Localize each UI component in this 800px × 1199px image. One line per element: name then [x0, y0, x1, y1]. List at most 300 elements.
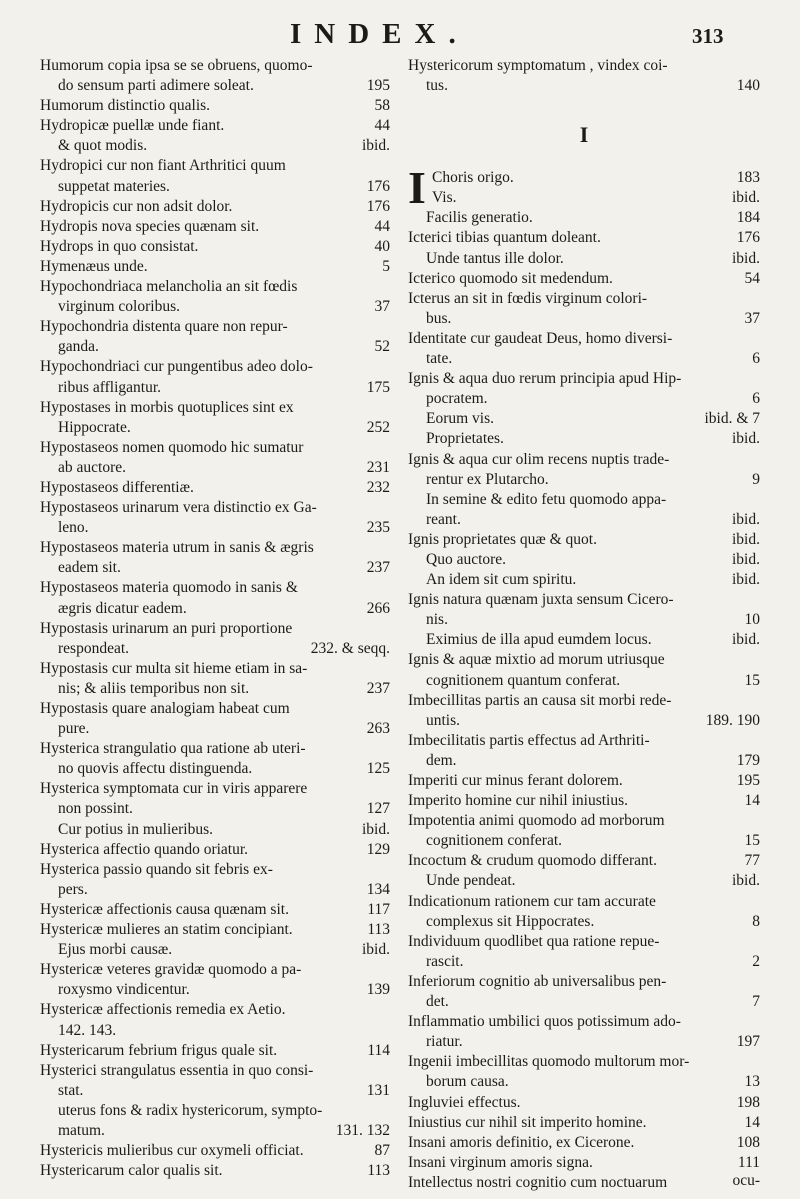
entry-text: Quo auctore. [426, 550, 507, 568]
entry-text: Humorum copia ipsa se se obruens, quomo- [40, 57, 313, 74]
entry-text: respondeat. [58, 639, 130, 657]
entry-page-ref: 58 [374, 97, 390, 115]
index-entry [40, 76, 390, 96]
index-entry [40, 337, 390, 357]
section-letter: I [579, 122, 589, 148]
entry-page-ref: 183 [736, 169, 760, 187]
index-entry [408, 892, 760, 912]
entry-text: Vis. [432, 189, 457, 207]
index-entry [40, 1161, 390, 1181]
index-entry [408, 590, 760, 610]
entry-page-ref: 263 [366, 720, 390, 738]
entry-page-ref: 198 [736, 1093, 760, 1111]
entry-page-ref: 176 [366, 197, 390, 215]
entry-page-ref: 117 [367, 900, 390, 918]
index-entry [408, 711, 760, 731]
index-entry [408, 1012, 760, 1032]
index-entry [408, 1133, 760, 1153]
drop-cap: I [408, 162, 426, 214]
entry-text: rentur ex Plutarcho. [426, 470, 549, 488]
entry-text: Impotentia animi quomodo ad morborum [408, 812, 665, 830]
entry-text: virginum coloribus. [58, 298, 180, 316]
entry-text: Insani virginum amoris signa. [408, 1153, 593, 1171]
entry-text: rascit. [426, 952, 464, 970]
entry-page-ref: 14 [744, 792, 760, 810]
index-entry [40, 538, 390, 558]
entry-text: Hystericæ mulieres an statim concipiant. [40, 921, 293, 939]
entry-page-ref: 197 [736, 1033, 760, 1051]
index-entry [40, 56, 390, 76]
entry-text: Ingenii imbecillitas quomodo multorum mor- [408, 1053, 690, 1071]
entry-text: Hysterici strangulatus essentia in quo consi- [40, 1061, 314, 1079]
index-entry [408, 429, 760, 449]
first-entry-i [408, 162, 760, 214]
entry-page-ref: 2 [752, 952, 760, 970]
index-entry [40, 357, 390, 377]
index-entry [40, 96, 390, 116]
entry-page-ref: 87 [374, 1142, 390, 1160]
entry-text: eadem sit. [58, 559, 121, 577]
entry-page-ref: 237 [366, 679, 390, 697]
entry-text: Hydrops in quo consistat. [40, 237, 199, 255]
entry-page-ref: 252 [366, 418, 390, 436]
index-entry [408, 289, 760, 309]
index-entry [408, 871, 760, 891]
entry-text: Hydropis nova species quænam sit. [40, 217, 260, 235]
entry-page-ref: ibid. & 7 [704, 410, 760, 428]
entry-text: Hysterica passio quando sit febris ex- [40, 860, 273, 878]
index-entry [40, 679, 390, 699]
page-title: INDEX. [290, 18, 469, 50]
entry-text: Hypostaseos urinarum vera distinctio ex Ga- [40, 499, 317, 517]
entry-text: Ignis proprietates quæ & quot. [408, 530, 597, 548]
index-entries-i [408, 208, 760, 1193]
index-entry [40, 257, 390, 277]
entry-page-ref: 44 [374, 117, 390, 135]
entry-text: ribus affligantur. [58, 378, 162, 396]
entry-page-ref: 10 [744, 611, 760, 629]
entry-page-ref: 237 [366, 559, 390, 577]
entry-page-ref: 52 [374, 338, 390, 356]
index-entry [40, 880, 390, 900]
index-entry [408, 1093, 760, 1113]
page-header [0, 18, 800, 54]
index-entry [408, 1153, 760, 1173]
entry-page-ref: 195 [366, 77, 390, 95]
entry-text: Insani amoris definitio, ex Cicerone. [408, 1133, 635, 1151]
entry-text: Hysterica symptomata cur in viris apparere [40, 780, 308, 798]
index-column-right [408, 56, 760, 1193]
index-entry [40, 1041, 390, 1061]
entry-page-ref: ibid. [732, 631, 760, 649]
index-entry [40, 1061, 390, 1081]
entry-page-ref: 232. & seqq. [310, 639, 390, 657]
entry-text: Choris origo. [432, 169, 514, 187]
entry-page-ref: ibid. [732, 530, 760, 548]
index-column-left [40, 56, 390, 1181]
index-entry [408, 510, 760, 530]
entry-text: roxysmo vindicentur. [58, 981, 190, 999]
index-entry [40, 639, 390, 659]
entry-text: tate. [426, 350, 453, 368]
index-entry [40, 418, 390, 438]
entry-text: uterus fons & radix hystericorum, sympto- [58, 1101, 323, 1119]
entry-text: An idem sit cum spiritu. [426, 571, 577, 589]
index-entry [40, 378, 390, 398]
index-entry [408, 771, 760, 791]
index-entry [408, 349, 760, 369]
index-entry [40, 860, 390, 880]
entry-page-ref: 113 [367, 1162, 390, 1180]
entry-text: Incoctum & crudum quomodo differant. [408, 852, 657, 870]
entry-page-ref: 6 [752, 390, 760, 408]
entry-page-ref: 37 [744, 309, 760, 327]
index-entry [40, 599, 390, 619]
entry-text: Unde tantus ille dolor. [426, 249, 564, 267]
entry-page-ref: 111 [737, 1153, 760, 1171]
index-entry [40, 177, 390, 197]
entry-page-ref: 139 [366, 981, 390, 999]
index-entry [408, 1173, 760, 1193]
index-entry [408, 76, 760, 96]
index-entry [408, 691, 760, 711]
entry-text: Ingluviei effectus. [408, 1093, 521, 1111]
entry-text: Hystericarum febrium frigus quale sit. [40, 1041, 278, 1059]
entry-page-ref: ibid. [362, 137, 390, 155]
entry-text: Hypostaseos materia utrum in sanis & ægris [40, 539, 314, 557]
index-entry [40, 578, 390, 598]
entry-page-ref: 113 [367, 921, 390, 939]
entry-text: do sensum parti adimere soleat. [58, 77, 254, 95]
entry-page-ref: 13 [744, 1073, 760, 1091]
entry-text: Hystericarum calor qualis sit. [40, 1162, 223, 1180]
entry-text: Hypostasis urinarum an puri proportione [40, 619, 293, 637]
index-entries-h-continued [408, 56, 760, 96]
index-entry [40, 719, 390, 739]
index-entry [40, 1121, 390, 1141]
index-entry [408, 1032, 760, 1052]
entry-text: Inferiorum cognitio ab universalibus pen- [408, 972, 667, 990]
index-entry [408, 1052, 760, 1072]
entry-text: Ignis & aqua cur olim recens nuptis trade- [408, 450, 670, 468]
entry-text: matum. [58, 1121, 105, 1139]
entry-text: In semine & edito fetu quomodo appa- [426, 490, 667, 508]
index-entry [40, 277, 390, 297]
entry-text: Hypostaseos nomen quomodo hic sumatur [40, 438, 304, 456]
index-entry [408, 228, 760, 248]
entry-text: Hypostasis cur multa sit hieme etiam in sa- [40, 659, 308, 677]
entry-page-ref: ibid. [732, 430, 760, 448]
index-entry [40, 980, 390, 1000]
index-entry [40, 398, 390, 418]
entry-page-ref: 231 [366, 458, 390, 476]
entry-page-ref: ibid. [732, 872, 760, 890]
entry-text: Imperiti cur minus ferant dolorem. [408, 772, 623, 789]
entry-page-ref: 134 [366, 880, 390, 898]
page-number: 313 [692, 24, 724, 48]
index-entry [40, 820, 390, 840]
entry-page-ref: 114 [367, 1041, 390, 1059]
entry-text: complexus sit Hippocrates. [426, 912, 595, 930]
index-entry [40, 960, 390, 980]
index-entry [40, 739, 390, 759]
entry-page-ref: 108 [736, 1133, 760, 1151]
entry-text: Hypostasis quare analogiam habeat cum [40, 700, 290, 717]
index-entry [408, 1113, 760, 1133]
index-entry [408, 932, 760, 952]
index-entry [40, 116, 390, 136]
entry-text: Ejus morbi causæ. [58, 941, 173, 959]
entry-page-ref: 15 [744, 832, 760, 850]
entry-text: Individuum quodlibet qua ratione repue- [408, 932, 660, 950]
index-entry [408, 450, 760, 470]
entry-text: Icterus an sit in fœdis virginum colori- [408, 289, 648, 307]
entry-text: ganda. [58, 338, 99, 356]
entry-page-ref: 131 [366, 1081, 390, 1099]
entry-page-ref: 6 [752, 350, 760, 368]
entry-text: Humorum distinctio qualis. [40, 97, 211, 115]
entry-text: tus. [426, 77, 448, 95]
index-entry [40, 317, 390, 337]
entry-page-ref: 184 [736, 209, 760, 227]
entry-text: Hippocrate. [58, 418, 131, 436]
index-entry [408, 249, 760, 269]
entry-page-ref: ibid. [362, 820, 390, 838]
entry-page-ref: 9 [752, 470, 760, 488]
entry-text: Ignis & aquæ mixtio ad morum utriusque [408, 651, 665, 669]
entry-page-ref: ibid. [732, 550, 760, 568]
entry-text: Iniustius cur nihil sit imperito homine. [408, 1113, 647, 1131]
index-entry [408, 389, 760, 409]
index-entry [408, 470, 760, 490]
index-entry [408, 650, 760, 670]
entry-page-ref: 125 [366, 760, 390, 778]
index-entry [408, 369, 760, 389]
entry-text: Hystericæ affectionis remedia ex Aetio. [40, 1001, 286, 1019]
entry-text: stat. [58, 1081, 84, 1099]
index-entry [408, 329, 760, 349]
entry-page-ref: 189. 190 [705, 711, 760, 729]
entry-text: pocratem. [426, 390, 488, 408]
entry-page-ref: 54 [744, 269, 760, 287]
index-entry [408, 269, 760, 289]
entry-text: Ignis & aqua duo rerum principia apud Hip- [408, 370, 682, 388]
index-entry [408, 671, 760, 691]
entry-page-ref: 232 [366, 478, 390, 496]
entry-page-ref: ibid. [362, 941, 390, 959]
entry-text: borum causa. [426, 1073, 509, 1091]
index-entry [408, 811, 760, 831]
entry-text: Eorum vis. [426, 410, 495, 428]
index-entry [408, 570, 760, 590]
entry-page-ref: 131. 132 [335, 1121, 390, 1139]
entry-page-ref: 8 [752, 912, 760, 930]
index-entry [408, 1072, 760, 1092]
index-entry [408, 56, 760, 76]
entry-text: Hypochondriaca melancholia an sit fœdis [40, 278, 298, 296]
index-entry [432, 188, 760, 208]
index-entry [40, 558, 390, 578]
catchword: ocu- [732, 1172, 760, 1189]
entry-text: cognitionem conferat. [426, 832, 563, 850]
entry-text: Imbecilitatis partis effectus ad Arthriti- [408, 731, 650, 749]
index-entry [40, 779, 390, 799]
index-entry [408, 409, 760, 429]
entry-text: Indicationum rationem cur tam accurate [408, 892, 656, 910]
entry-text: Identitate cur gaudeat Deus, homo diversi- [408, 329, 673, 347]
entry-page-ref: 235 [366, 519, 390, 537]
index-entry [40, 619, 390, 639]
entry-text: Hypostaseos differentiæ. [40, 478, 194, 496]
index-entry [408, 550, 760, 570]
entry-text: Imperito homine cur nihil iniustius. [408, 792, 628, 810]
index-entry [40, 518, 390, 538]
entry-text: Unde pendeat. [426, 872, 516, 890]
index-entry [40, 478, 390, 498]
index-entry [408, 992, 760, 1012]
entry-page-ref: 7 [752, 993, 760, 1011]
entry-text: nis. [426, 611, 448, 629]
index-entry [40, 799, 390, 819]
index-entry [408, 610, 760, 630]
entry-page-ref: 140 [736, 77, 760, 95]
entry-page-ref: 40 [374, 237, 390, 255]
entry-text: pure. [58, 720, 90, 738]
entry-text: untis. [426, 711, 461, 729]
entry-text: leno. [58, 519, 89, 537]
entry-text: Hydropici cur non fiant Arthritici quum [40, 157, 286, 175]
index-entry [408, 309, 760, 329]
entry-page-ref: 44 [374, 217, 390, 235]
entry-text: ab auctore. [58, 458, 126, 476]
index-entry [432, 168, 760, 188]
index-entry [40, 438, 390, 458]
entry-page-ref: 176 [736, 229, 760, 247]
index-entry [40, 1101, 390, 1121]
entry-page-ref: ibid. [732, 189, 760, 207]
entry-text: bus. [426, 309, 452, 327]
entry-text: reant. [426, 510, 461, 528]
index-entry [40, 136, 390, 156]
entry-text: non possint. [58, 800, 133, 818]
entry-text: Hydropicis cur non adsit dolor. [40, 197, 233, 215]
index-entry [40, 1000, 390, 1020]
index-entry [40, 1021, 390, 1041]
entry-text: Eximius de illa apud eumdem locus. [426, 631, 652, 649]
entry-text: Hystericorum symptomatum , vindex coi- [408, 57, 668, 74]
entry-text: Icterico quomodo sit medendum. [408, 269, 613, 287]
index-entry [40, 498, 390, 518]
entry-page-ref: ibid. [732, 571, 760, 589]
entry-page-ref: 195 [736, 772, 760, 789]
entry-text: pers. [58, 880, 88, 898]
index-entry [40, 237, 390, 257]
entry-text: Inflammatio umbilici quos potissimum ado- [408, 1013, 681, 1031]
entry-text: det. [426, 993, 449, 1011]
index-entry [408, 952, 760, 972]
entry-text: & quot modis. [58, 137, 148, 155]
index-entry [408, 630, 760, 650]
entry-page-ref: 127 [366, 800, 390, 818]
entry-page-ref: 5 [382, 257, 390, 275]
index-entry [408, 912, 760, 932]
entry-page-ref: 179 [736, 751, 760, 769]
index-entry [40, 900, 390, 920]
entry-text: Facilis generatio. [426, 209, 533, 227]
entry-text: Cur potius in mulieribus. [58, 820, 213, 838]
entry-text: Hystericis mulieribus cur oxymeli officiat. [40, 1142, 304, 1160]
index-entry [408, 208, 760, 228]
entry-text: suppetat materies. [58, 177, 170, 195]
entry-text: Hypostaseos materia quomodo in sanis & [40, 579, 298, 597]
entry-text: Hymenæus unde. [40, 257, 148, 275]
entry-text: no quovis affectu distinguenda. [58, 760, 253, 778]
entry-text: Hystericæ veteres gravidæ quomodo a pa- [40, 961, 302, 979]
index-entry [40, 156, 390, 176]
entry-text: Hypochondria distenta quare non repur- [40, 318, 288, 336]
entry-text: cognitionem quantum conferat. [426, 671, 621, 689]
index-entry [40, 297, 390, 317]
entry-text: Hypostases in morbis quotuplices sint ex [40, 398, 294, 416]
entry-text: ægris dicatur eadem. [58, 599, 187, 617]
index-entry [40, 197, 390, 217]
entry-page-ref: ibid. [732, 510, 760, 528]
index-entry [408, 731, 760, 751]
index-entry [408, 831, 760, 851]
entry-text: Hystericæ affectionis causa quænam sit. [40, 900, 289, 918]
entry-page-ref: ibid. [732, 249, 760, 267]
index-entry [408, 751, 760, 771]
entry-page-ref: 15 [744, 671, 760, 689]
index-entry [40, 699, 390, 719]
index-entry [40, 458, 390, 478]
index-entry [408, 791, 760, 811]
index-entry [40, 1081, 390, 1101]
entry-text: 142. 143. [58, 1021, 117, 1039]
entry-text: Hydropicæ puellæ unde fiant. [40, 117, 225, 135]
entry-page-ref: 176 [366, 177, 390, 195]
entry-text: Ignis natura quænam juxta sensum Cicero- [408, 591, 674, 609]
entry-text: nis; & aliis temporibus non sit. [58, 679, 250, 697]
entry-page-ref: 129 [366, 840, 390, 858]
index-entry [40, 759, 390, 779]
entry-page-ref: 77 [744, 852, 760, 870]
index-entry [408, 972, 760, 992]
entry-text: Intellectus nostri cognitio cum noctuarum [408, 1173, 668, 1191]
entry-text: Hysterica strangulatio qua ratione ab uteri- [40, 740, 306, 758]
entry-text: Hypochondriaci cur pungentibus adeo dolo- [40, 358, 313, 376]
index-entry [40, 940, 390, 960]
index-entry [40, 659, 390, 679]
entry-page-ref: 37 [374, 298, 390, 316]
entry-text: Icterici tibias quantum doleant. [408, 229, 601, 247]
entry-page-ref: 14 [744, 1113, 760, 1131]
entry-text: Imbecillitas partis an causa sit morbi rede- [408, 691, 672, 709]
entry-page-ref: 266 [366, 599, 390, 617]
entry-page-ref: 175 [366, 378, 390, 396]
index-entry [40, 840, 390, 860]
index-entry [40, 1141, 390, 1161]
index-entry [408, 530, 760, 550]
drop-cap-lines [432, 168, 760, 208]
entry-text: dem. [426, 751, 457, 769]
index-entry [40, 920, 390, 940]
index-entry [40, 217, 390, 237]
entry-text: Hysterica affectio quando oriatur. [40, 840, 249, 858]
entry-text: Proprietates. [426, 430, 504, 448]
index-entry [408, 851, 760, 871]
index-entry [408, 490, 760, 510]
